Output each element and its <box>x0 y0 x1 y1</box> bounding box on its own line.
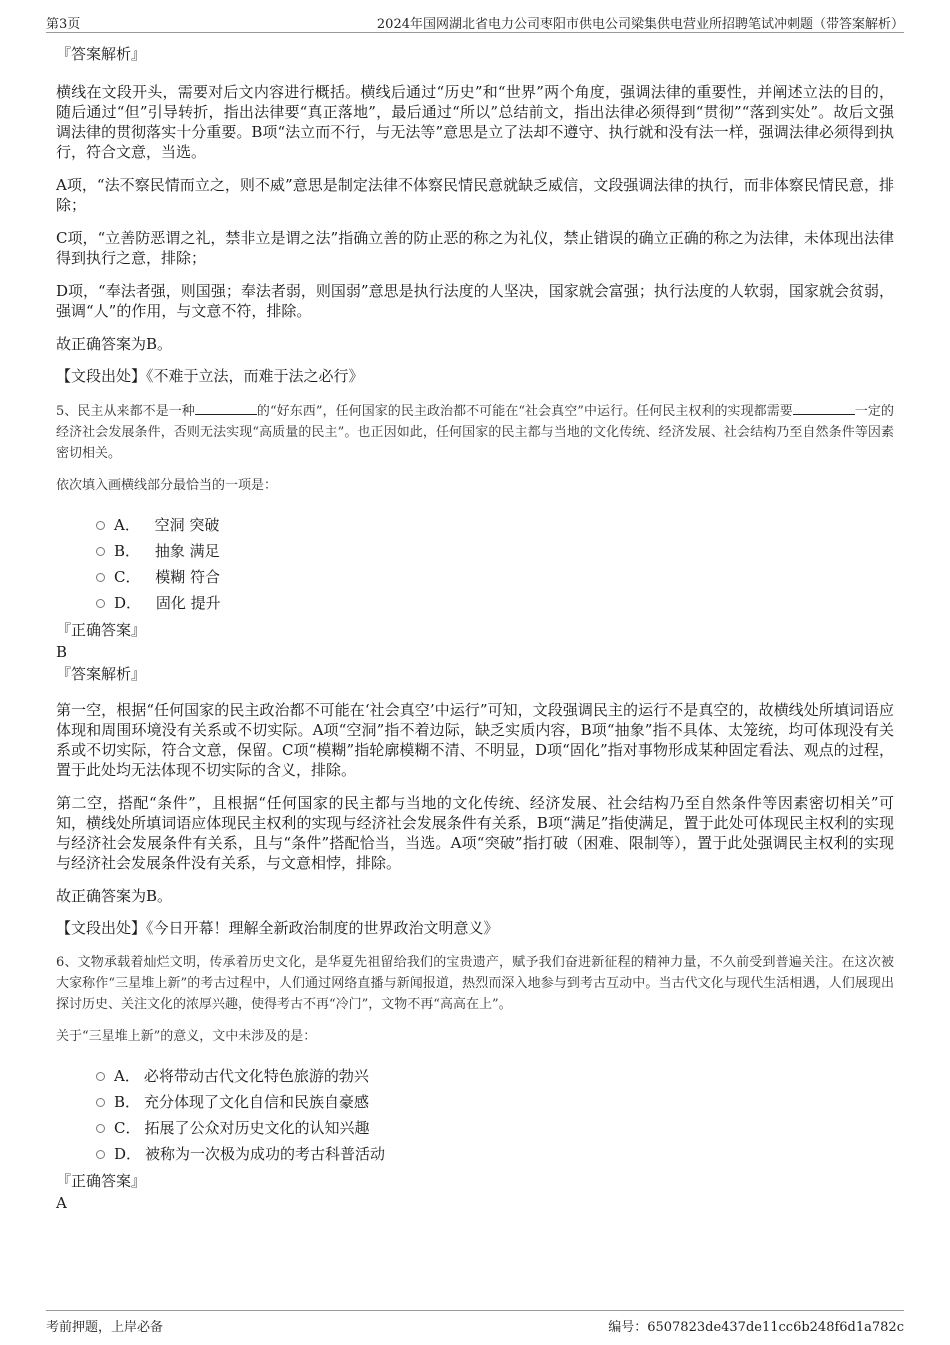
conclusion: 故正确答案为B。 <box>56 335 173 353</box>
option-list <box>56 1063 894 1167</box>
analysis-label: 『答案解析』 <box>56 45 147 63</box>
analysis-paragraph: 横线在文段开头，需要对后文内容进行概括。横线后通过“历史”和“世界”两个角度，强调法律的重要性，并阐述立法的目的，随后通过“但”引导转折，指出法律要“真正落地”，最后通过“所以”总结前文，指出法律必须得到“贯彻”“落到实处”。故后文强调法律的贯彻落实十分重要。B项“法立而不行，与无法等”意思是立了法却不遵守、执行就和没有法一样，强调法律必须得到执行，符合文意，当选。 <box>56 83 894 161</box>
fill-blank <box>793 400 855 415</box>
option-key: A． <box>114 1067 140 1085</box>
radio-icon[interactable] <box>96 521 105 530</box>
document-id: 编号：6507823de437de11cc6b248f6d1a782c <box>608 1320 904 1335</box>
option-d[interactable] <box>56 590 894 616</box>
page-content <box>56 44 894 1213</box>
option-text: 模糊 符合 <box>155 568 221 586</box>
question-5 <box>56 400 894 938</box>
radio-icon[interactable] <box>96 1072 105 1081</box>
option-c[interactable] <box>56 564 894 590</box>
question-prompt: 关于“三星堆上新”的意义，文中未涉及的是： <box>56 1029 317 1044</box>
analysis-label: 『答案解析』 <box>56 665 147 683</box>
page-number: 第3页 <box>46 17 81 32</box>
document-title: 2024年国网湖北省电力公司枣阳市供电公司梁集供电营业所招聘笔试冲刺题（带答案解析） <box>376 17 904 32</box>
answer-value: B <box>56 643 68 661</box>
radio-icon[interactable] <box>96 1098 105 1107</box>
option-key: C． <box>114 1119 141 1137</box>
stem-text: 一定的经济社会发展条件，否则无法实现“高质量的民主”。也正因如此，任何国家的民主都与当地的文化传统、经济发展、社会结构乃至自然条件等因素密切相关。 <box>56 404 894 461</box>
analysis-paragraph: A项，“法不察民情而立之，则不威”意思是制定法律不体察民情民意就缺乏威信，文段强调法律的执行，而非体察民情民意，排除； <box>56 176 894 214</box>
question-stem: 6、文物承载着灿烂文明，传承着历史文化，是华夏先祖留给我们的宝贵遗产，赋予我们奋进新征程的精神力量，不久前受到普遍关注。在这次被大家称作“三星堆上新”的考古过程中，人们通过网络直播与新闻报道，热烈而深入地参与到考古互动中。当古代文化与现代生活相遇，人们展现出探讨历史、关注文化的浓厚兴趣，使得考古不再“冷门”，文物不再“高高在上”。 <box>56 955 894 1012</box>
option-text: 充分体现了文化自信和民族自豪感 <box>144 1093 370 1111</box>
radio-icon[interactable] <box>96 547 105 556</box>
radio-icon[interactable] <box>96 599 105 608</box>
stem-text: 5、民主从来都不是一种 <box>56 404 195 419</box>
option-c[interactable] <box>56 1115 894 1141</box>
option-key: D． <box>114 594 142 612</box>
option-key: B． <box>114 1093 141 1111</box>
analysis-paragraph: C项，“立善防恶谓之礼，禁非立是谓之法”指确立善的防止恶的称之为礼仪，禁止错误的确立正确的称之为法律，未体现出法律得到执行之意，排除； <box>56 229 894 267</box>
question-6 <box>56 952 894 1213</box>
question-stem <box>56 400 894 464</box>
option-text: 抽象 满足 <box>154 542 220 560</box>
radio-icon[interactable] <box>96 1124 105 1133</box>
option-text: 必将带动古代文化特色旅游的勃兴 <box>143 1067 369 1085</box>
option-key: B． <box>114 542 141 560</box>
option-a[interactable] <box>56 1063 894 1089</box>
answer-label: 『正确答案』 <box>56 1172 147 1190</box>
option-list <box>56 512 894 616</box>
option-key: D． <box>114 1145 142 1163</box>
radio-icon[interactable] <box>96 1150 105 1159</box>
option-text: 被称为一次极为成功的考古科普活动 <box>145 1145 386 1163</box>
option-text: 固化 提升 <box>155 594 221 612</box>
source-citation: 【文段出处】《今日开幕！理解全新政治制度的世界政治文明意义》 <box>56 919 499 937</box>
page-footer <box>46 1310 904 1335</box>
option-b[interactable] <box>56 1089 894 1115</box>
stem-text: 的“好东西”，任何国家的民主政治都不可能在“社会真空”中运行。任何民主权利的实现都需要 <box>256 404 793 419</box>
analysis-paragraph: D项，“奉法者强，则国强；奉法者弱，则国弱”意思是执行法度的人坚决，国家就会富强；执行法度的人软弱，国家就会贫弱，强调“人”的作用，与文意不符，排除。 <box>56 282 894 320</box>
option-a[interactable] <box>56 512 894 538</box>
answer-value: A <box>56 1194 67 1212</box>
option-text: 拓展了公众对历史文化的认知兴趣 <box>144 1119 370 1137</box>
footer-slogan: 考前押题，上岸必备 <box>46 1320 164 1335</box>
option-key: A． <box>114 516 140 534</box>
radio-icon[interactable] <box>96 573 105 582</box>
question-4-analysis <box>56 44 894 386</box>
option-text: 空洞 突破 <box>154 516 220 534</box>
analysis-paragraph: 第二空，搭配“条件”，且根据“任何国家的民主都与当地的文化传统、经济发展、社会结构乃至自然条件等因素密切相关”可知，横线处所填词语应体现民主权利的实现与经济社会发展条件有关系，B项“满足”指使满足，置于此处可体现民主权利的实现与经济社会发展条件有关系，且与“条件”搭配恰当，当选。A项“突破”指打破（困难、限制等），置于此处强调民主权利的实现与经济社会发展条件没有关系，与文意相悖，排除。 <box>56 794 894 872</box>
option-key: C． <box>114 568 141 586</box>
conclusion: 故正确答案为B。 <box>56 887 173 905</box>
analysis-paragraph: 第一空，根据“任何国家的民主政治都不可能在‘社会真空’中运行”可知，文段强调民主的运行不是真空的，故横线处所填词语应体现和周围环境没有关系或不切实际。A项“空洞”指不着边际，缺乏实质内容，B项“抽象”指不具体、太笼统，均可体现没有关系或不切实际，符合文意，保留。C项“模糊”指轮廓模糊不清、不明显，D项“固化”指对事物形成某种固定看法、观点的过程，置于此处均无法体现不切实际的含义，排除。 <box>56 701 894 779</box>
answer-label: 『正确答案』 <box>56 621 147 639</box>
fill-blank <box>195 400 257 415</box>
source-citation: 【文段出处】《不难于立法，而难于法之必行》 <box>56 367 364 385</box>
question-prompt: 依次填入画横线部分最恰当的一项是： <box>56 478 278 493</box>
option-d[interactable] <box>56 1141 894 1167</box>
page-header <box>46 10 904 33</box>
option-b[interactable] <box>56 538 894 564</box>
